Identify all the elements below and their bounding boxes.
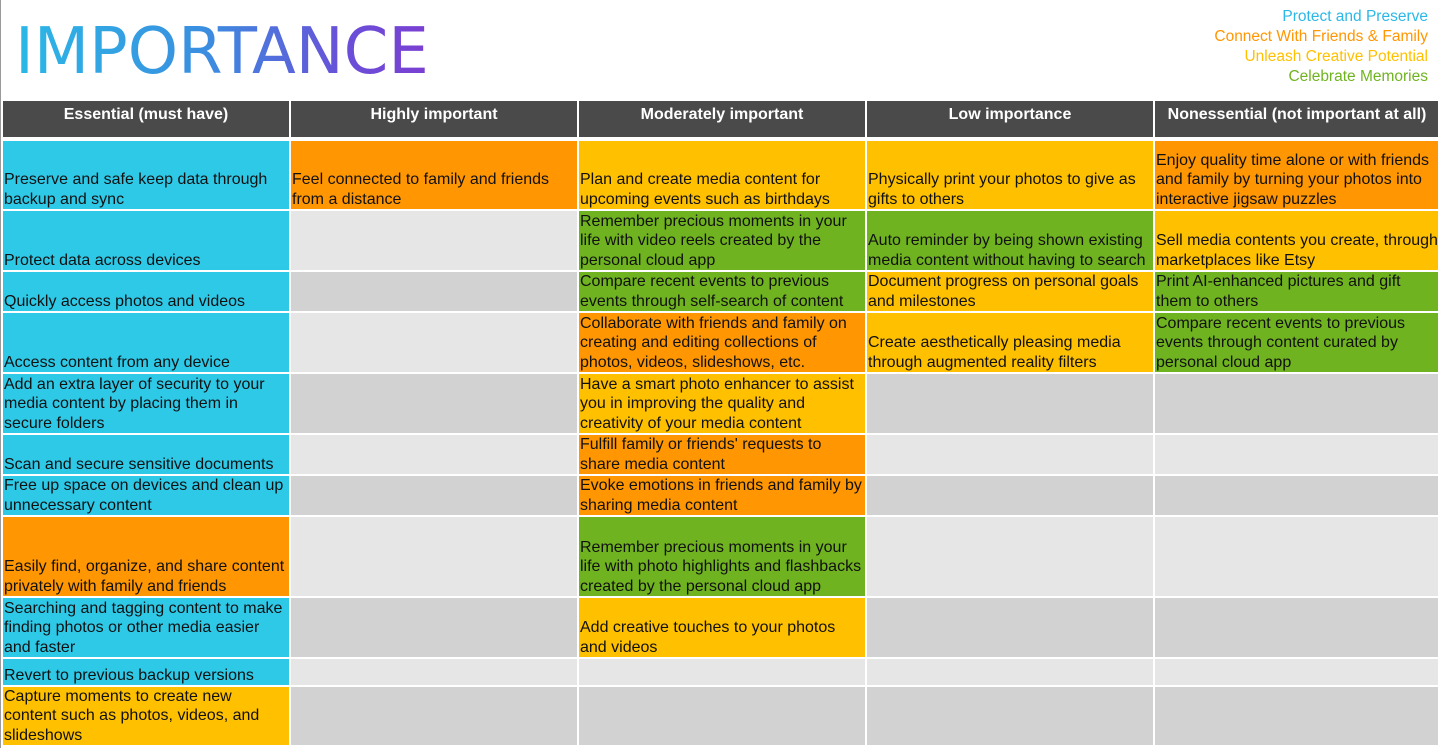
table-cell [1155, 435, 1438, 476]
cell-text: Scan and secure sensitive documents [4, 455, 274, 473]
table-cell [867, 598, 1155, 659]
cell-text: Quickly access photos and videos [4, 292, 246, 310]
column-header: Moderately important [579, 101, 867, 137]
cell-text: Remember precious moments in your life with video reels created by the personal cloud app [580, 212, 847, 269]
column-header: Low importance [867, 101, 1155, 137]
table-cell [1155, 598, 1438, 659]
table-cell [291, 598, 579, 659]
cell-text: Searching and tagging content to make finding photos or other media easier and faster [4, 599, 283, 656]
table-cell [579, 659, 867, 687]
table-cell [3, 211, 291, 272]
table-cell [3, 476, 291, 517]
table-cell [867, 517, 1155, 598]
cell-text: Protect data across devices [4, 251, 201, 269]
table-cell [291, 313, 579, 374]
page-title: IMPORTANCE [15, 15, 429, 89]
cell-text: Compare recent events to previous events through self-search of content [580, 273, 844, 310]
cell-text: Auto reminder by being shown existing media content without having to search [868, 232, 1146, 269]
table-cell [867, 435, 1155, 476]
table-cell [1155, 517, 1438, 598]
cell-text: Compare recent events to previous events through content curated by personal cloud app [1156, 314, 1406, 371]
cell-text: Feel connected to family and friends from a distance [292, 171, 550, 208]
cell-text: Easily find, organize, and share content privately with family and friends [4, 558, 285, 595]
table-cell [867, 687, 1155, 747]
table-cell [867, 659, 1155, 687]
legend-item: Protect and Preserve [1282, 8, 1428, 25]
table-cell [291, 476, 579, 517]
cell-text: Physically print your photos to give as gifts to others [868, 171, 1136, 208]
table-cell [3, 598, 291, 659]
table-cell [3, 517, 291, 598]
column-header: Nonessential (not important at all) [1155, 101, 1438, 137]
table-cell [291, 435, 579, 476]
table-cell [579, 517, 867, 598]
table-cell [3, 141, 291, 211]
table-cell [291, 211, 579, 272]
table-cell [1155, 141, 1438, 211]
table-cell [3, 374, 291, 435]
table-cell [867, 313, 1155, 374]
table-cell [1155, 687, 1438, 747]
table-cell [579, 313, 867, 374]
table-cell [1155, 476, 1438, 517]
table-cell [867, 272, 1155, 313]
cell-text: Add an extra layer of security to your media content by placing them in secure folders [4, 375, 265, 432]
table-cell [579, 211, 867, 272]
table-cell [3, 272, 291, 313]
legend-item: Celebrate Memories [1288, 68, 1428, 85]
table-cell [1155, 211, 1438, 272]
table-cell [867, 374, 1155, 435]
table-cell [291, 659, 579, 687]
table-cell [291, 272, 579, 313]
cell-text: Plan and create media content for upcoming events such as birthdays [580, 171, 830, 208]
table-cell [867, 476, 1155, 517]
table-cell [579, 476, 867, 517]
cell-text: Document progress on personal goals and milestones [868, 273, 1139, 310]
cell-text: Create aesthetically pleasing media through augmented reality filters [868, 334, 1121, 371]
table-cell [579, 687, 867, 747]
table-cell [291, 517, 579, 598]
cell-text: Sell media contents you create, through marketplaces like Etsy [1156, 232, 1438, 269]
table-cell [291, 374, 579, 435]
table-cell [1155, 659, 1438, 687]
cell-text: Access content from any device [4, 353, 230, 371]
table-cell [1155, 272, 1438, 313]
table-cell [579, 435, 867, 476]
table-cell [579, 598, 867, 659]
importance-table [3, 101, 1438, 748]
legend-item: Connect With Friends & Family [1214, 28, 1428, 45]
cell-text: Free up space on devices and clean up unnecessary content [4, 477, 284, 514]
cell-text: Print AI-enhanced pictures and gift them to others [1156, 273, 1401, 310]
table-cell [3, 313, 291, 374]
column-header: Essential (must have) [3, 101, 291, 137]
table-cell [1155, 374, 1438, 435]
legend [1214, 7, 1428, 87]
cell-text: Have a smart photo enhancer to assist you in improving the quality and creativity of your media content [580, 375, 854, 432]
table-cell [291, 141, 579, 211]
cell-text: Remember precious moments in your life with photo highlights and flashbacks created by the personal cloud app [580, 538, 862, 595]
cell-text: Revert to previous backup versions [4, 666, 254, 684]
cell-text: Add creative touches to your photos and videos [580, 619, 836, 656]
table-cell [867, 141, 1155, 211]
table-cell [3, 659, 291, 687]
table-cell [579, 141, 867, 211]
table-cell [867, 211, 1155, 272]
cell-text: Capture moments to create new content such as photos, videos, and slideshows [4, 687, 260, 744]
column-header: Highly important [291, 101, 579, 137]
table-cell [3, 435, 291, 476]
cell-text: Fulfill family or friends' requests to share media content [580, 436, 822, 473]
cell-text: Preserve and safe keep data through backup and sync [4, 171, 268, 208]
table-cell [579, 272, 867, 313]
table-cell [3, 687, 291, 747]
table-cell [579, 374, 867, 435]
cell-text: Collaborate with friends and family on creating and editing collections of photos, videos, slideshows, etc. [580, 314, 847, 371]
table-cell [291, 687, 579, 747]
table-cell [1155, 313, 1438, 374]
cell-text: Evoke emotions in friends and family by sharing media content [580, 477, 862, 514]
cell-text: Enjoy quality time alone or with friends and family by turning your photos into interactive jigsaw puzzles [1156, 151, 1430, 208]
legend-item: Unleash Creative Potential [1244, 48, 1428, 65]
